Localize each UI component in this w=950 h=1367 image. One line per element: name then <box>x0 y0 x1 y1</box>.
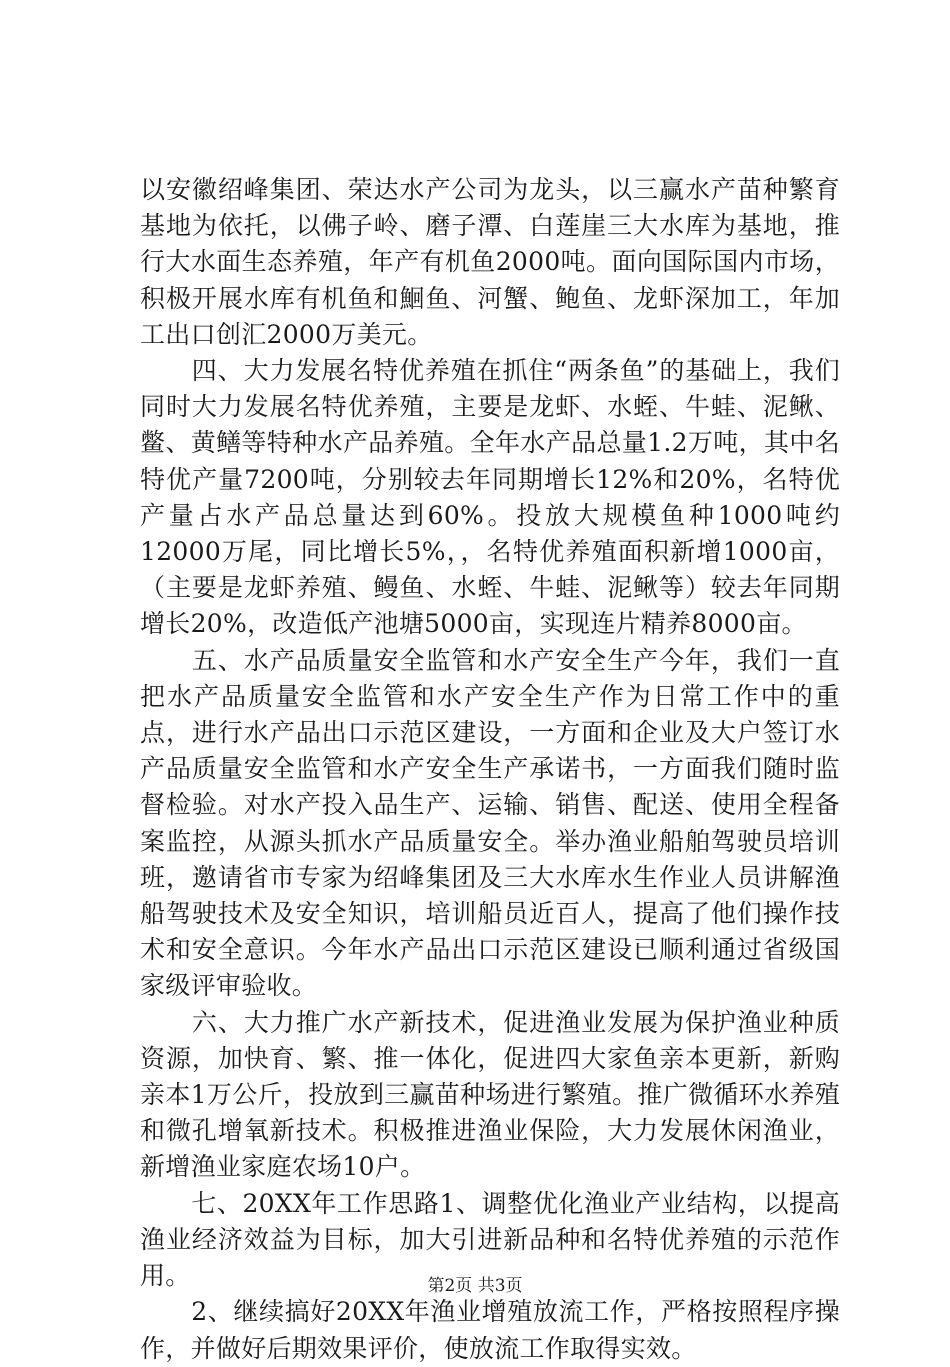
page-number-footer: 第2页 共3页 <box>427 1276 523 1296</box>
paragraph-section-6: 六、大力推广水产新技术，促进渔业发展为保护渔业种质资源，加快育、繁、推一体化，促进四大家鱼亲本更新，新购亲本1万公斤，投放到三赢苗种场进行繁殖。推广微循环水养殖和微孔增氧新技术。积极推进渔业保险，大力发展休闲渔业，新增渔业家庭农场10户。 <box>140 1007 840 1182</box>
paragraph-section-4: 四、大力发展名特优养殖在抓住“两条鱼”的基础上，我们同时大力发展名特优养殖，主要是龙虾、水蛭、牛蛙、泥鳅、鳖、黄鳝等特种水产品养殖。全年水产品总量1.2万吨，其中名特优产量7200吨，分别较去年同期增长12%和20%，名特优产量占水产品总量达到60%。投放大规模鱼种1000吨约12000万尾，同比增长5%，，名特优养殖面积新增1000亩，（主要是龙虾养殖、鳗鱼、水蛭、牛蛙、泥鳅等）较去年同期增长20%，改造低产池塘5000亩，实现连片精养8000亩。 <box>140 356 840 639</box>
document-body <box>140 172 840 1367</box>
paragraph-intro: 以安徽绍峰集团、荣达水产公司为龙头，以三赢水产苗种繁育基地为依托，以佛子岭、磨子潭、白莲崖三大水库为基地，推行大水面生态养殖，年产有机鱼2000吨。面向国际国内市场，积极开展水库有机鱼和鮰鱼、河蟹、鲍鱼、龙虾深加工，年加工出口创汇2000万美元。 <box>140 175 840 349</box>
paragraph-item-2: 2、继续搞好20XX年渔业增殖放流工作，严格按照程序操作，并做好后期效果评价，使放流工作取得实效。 <box>140 1297 840 1363</box>
paragraph-section-7: 七、20XX年工作思路1、调整优化渔业产业结构，以提高渔业经济效益为目标，加大引进新品种和名特优养殖的示范作用。 <box>140 1188 840 1291</box>
paragraph-section-5: 五、水产品质量安全监管和水产安全生产今年，我们一直把水产品质量安全监管和水产安全生产作为日常工作中的重点，进行水产品出口示范区建设，一方面和企业及大户签订水产品质量安全监管和水产安全生产承诺书，一方面我们随时监督检验。对水产投入品生产、运输、销售、配送、使用全程备案监控，从源头抓水产品质量安全。举办渔业船舶驾驶员培训班，邀请省市专家为绍峰集团及三大水库水生作业人员讲解渔船驾驶技术及安全知识，培训船员近百人，提高了他们操作技术和安全意识。今年水产品出口示范区建设已顺利通过省级国家级评审验收。 <box>140 645 840 1001</box>
